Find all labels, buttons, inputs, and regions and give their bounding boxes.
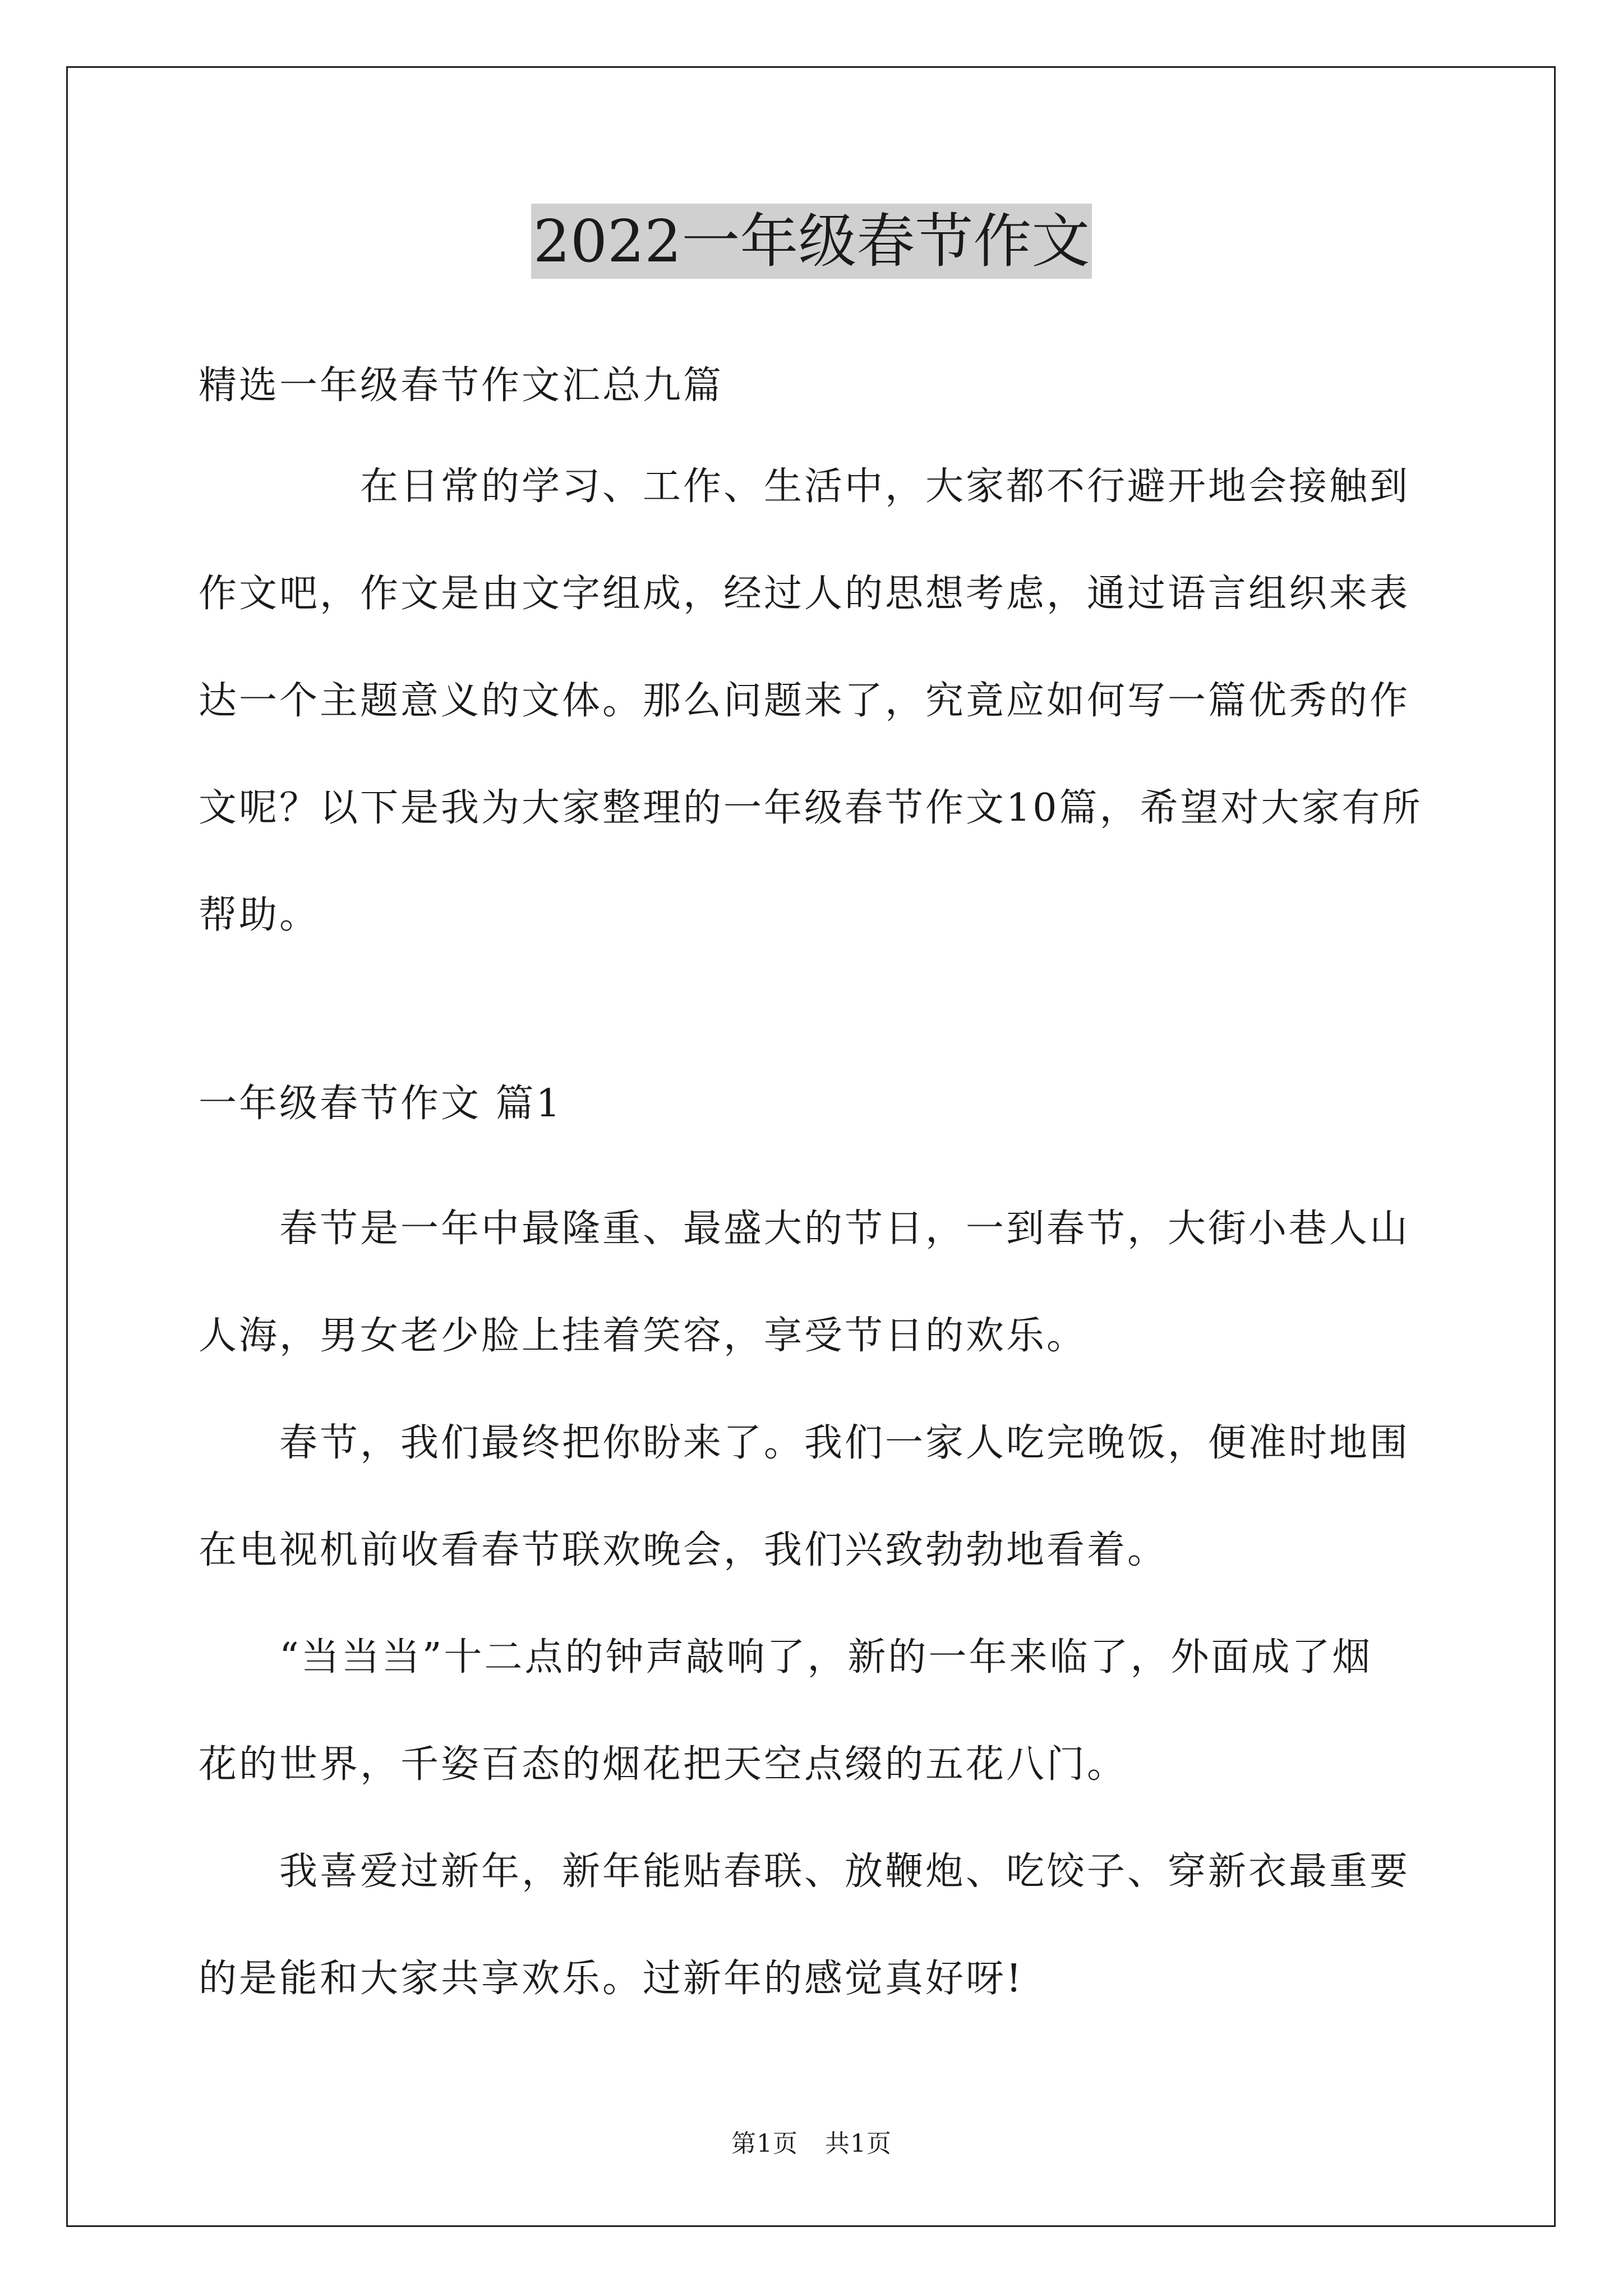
body-line: 的是能和大家共享欢乐。过新年的感觉真好呀! [199, 1957, 1024, 2001]
page-number-current: 第1页 [731, 2129, 798, 2158]
document-subtitle: 精选一年级春节作文汇总九篇 [199, 364, 724, 408]
intro-line: 帮助。 [199, 893, 320, 937]
document-title-text: 2022一年级春节作文 [531, 204, 1092, 279]
intro-line: 达一个主题意义的文体。那么问题来了，究竟应如何写一篇优秀的作 [199, 679, 1410, 723]
page-number-total: 共1页 [825, 2129, 892, 2158]
body-line: 春节，我们最终把你盼来了。我们一家人吃完晚饭，便准时地围 [199, 1421, 1410, 1465]
body-line: 人海，男女老少脸上挂着笑容，享受节日的欢乐。 [199, 1314, 1087, 1358]
intro-line: 文呢？以下是我为大家整理的一年级春节作文10篇，希望对大家有所 [199, 786, 1423, 830]
body-line: 花的世界，千姿百态的烟花把天空点缀的五花八门。 [199, 1742, 1128, 1787]
page-footer [0, 2127, 1623, 2161]
intro-line: 在日常的学习、工作、生活中，大家都不行避开地会接触到 [199, 464, 1410, 509]
body-line: “当当当”十二点的钟声敲响了，新的一年来临了，外面成了烟 [199, 1635, 1373, 1680]
body-line: 在电视机前收看春节联欢晚会，我们兴致勃勃地看着。 [199, 1528, 1168, 1572]
body-line: 我喜爱过新年，新年能贴春联、放鞭炮、吃饺子、穿新衣最重要 [199, 1849, 1410, 1894]
body-line: 春节是一年中最隆重、最盛大的节日，一到春节，大街小巷人山 [199, 1207, 1410, 1251]
section-heading: 一年级春节作文 篇1 [199, 1082, 562, 1126]
document-title [0, 202, 1623, 280]
intro-line: 作文吧，作文是由文字组成，经过人的思想考虑，通过语言组织来表 [199, 572, 1410, 616]
